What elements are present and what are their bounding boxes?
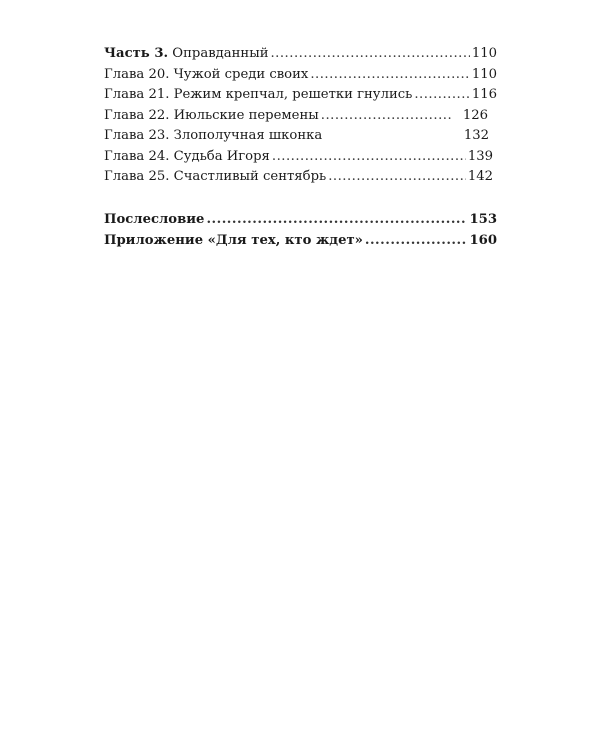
toc-entry-title: Глава 21. Режим крепчал, решетки гнулись <box>104 87 413 102</box>
toc-page-number: 139 <box>467 148 493 164</box>
toc-entry-chapter-24 <box>104 147 497 168</box>
toc-dot-leader <box>272 147 466 168</box>
toc-entry-title: Глава 23. Злополучная шконка <box>104 128 323 143</box>
toc-page-number: 116 <box>471 87 497 102</box>
toc-dot-leader <box>206 209 467 231</box>
toc-entry-title: Оправданный <box>168 46 269 61</box>
toc-page-number: 153 <box>469 211 497 227</box>
table-of-contents <box>104 44 497 252</box>
toc-page-number: 132 <box>463 128 489 143</box>
toc-page-number: 126 <box>462 107 488 123</box>
toc-page-number: 110 <box>471 46 497 61</box>
toc-entry-chapter-21 <box>104 85 497 106</box>
toc-part-prefix: Часть 3. <box>104 46 169 61</box>
toc-entry-part-3 <box>104 44 497 65</box>
toc-dot-leader <box>365 230 468 252</box>
toc-entry-afterword <box>104 209 497 231</box>
toc-entry-title: Глава 24. Судьба Игоря <box>104 148 270 164</box>
toc-entry-title: Приложение «Для тех, кто ждет» <box>104 233 363 248</box>
toc-entry-appendix <box>104 230 497 252</box>
toc-entry-chapter-23 <box>104 126 497 147</box>
toc-dot-leader <box>328 167 466 188</box>
toc-entry-title: Глава 25. Счастливый сентябрь <box>104 169 327 184</box>
toc-part-3-group <box>104 44 497 188</box>
toc-entry-label <box>104 44 268 65</box>
toc-page-number: 142 <box>467 169 493 184</box>
toc-page-number: 110 <box>471 66 497 82</box>
toc-entry-title: Послесловие <box>104 211 205 227</box>
toc-dot-leader <box>414 85 470 106</box>
toc-entry-chapter-25 <box>104 167 497 188</box>
toc-entry-title: Глава 22. Июльские перемены <box>104 107 319 123</box>
toc-dot-leader <box>270 44 469 65</box>
toc-dot-leader <box>310 65 469 86</box>
toc-page-number: 160 <box>469 233 497 248</box>
toc-dot-leader <box>321 106 453 127</box>
toc-back-matter-group <box>104 209 497 252</box>
toc-entry-chapter-20 <box>104 65 497 86</box>
toc-entry-title: Глава 20. Чужой среди своих <box>104 66 309 82</box>
toc-entry-chapter-22 <box>104 106 497 127</box>
